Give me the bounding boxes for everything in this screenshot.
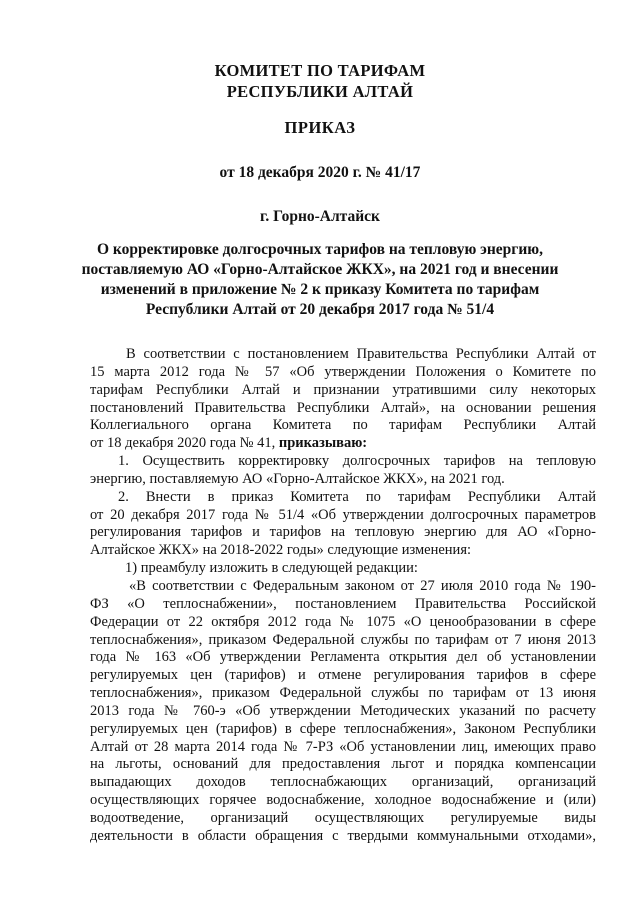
body-line: Коллегиального органа Комитета по тарифам Республики Алтай xyxy=(90,417,596,434)
body-line: на льготы, оснований для предоставления льгот и порядка компенсации xyxy=(90,756,596,773)
order-keyword: приказываю: xyxy=(278,435,368,452)
body-line: от 20 декабря 2017 года № 51/4 «Об утверждении долгосрочных параметров xyxy=(90,506,596,523)
subject-line-2: поставляемую АО «Горно-Алтайское ЖКХ», на 2021 год и внесении xyxy=(81,261,559,278)
body-line xyxy=(90,435,596,453)
body-line: 15 марта 2012 года № 57 «Об утверждении Положения о Комитете по xyxy=(90,363,596,380)
body-line: 1) преамбулу изложить в следующей редакции: xyxy=(125,560,418,577)
body-line: теплоснабжения», приказом Федеральной службы по тарифам от 13 июня xyxy=(90,685,596,702)
body-line: регулируемых цен (тарифов) и отмене регулирования тарифов в сфере xyxy=(90,667,596,684)
body-line: осуществляющих горячее водоснабжение, холодное водоснабжение и (или) xyxy=(90,792,596,809)
body-line: тарифам Республики Алтай и признании утратившими силу некоторых xyxy=(90,381,596,398)
body-line: 2013 года № 760-э «Об утверждении Методических указаний по расчету xyxy=(90,702,596,719)
body-line: регулирования тарифов и тарифов на тепловую энергию для АО «Горно- xyxy=(90,524,596,541)
organization-name-line-2: РЕСПУБЛИКИ АЛТАЙ xyxy=(226,82,414,101)
body-line: водоотведение, организаций осуществляющих регулируемые виды xyxy=(90,809,596,826)
subject-line-1: О корректировке долгосрочных тарифов на тепловую энергию, xyxy=(97,241,543,258)
body-line: Алтайское ЖКХ» на 2018-2022 годы» следующие изменения: xyxy=(90,542,472,559)
subject-line-3: изменений в приложение № 2 к приказу Комитета по тарифам xyxy=(100,281,540,298)
body-line: энергию, поставляемую АО «Горно-Алтайское ЖКХ», на 2021 год. xyxy=(90,470,505,487)
body-line: «В соответствии с Федеральным законом от 27 июля 2010 года № 190- xyxy=(129,577,596,594)
organization-name-line-1: КОМИТЕТ ПО ТАРИФАМ xyxy=(214,61,426,80)
body-line: деятельности в области обращения с твердыми коммунальными отходами», xyxy=(90,827,596,844)
body-line: выпадающих доходов теплоснабжающих организаций, организаций xyxy=(90,774,596,791)
body-line: В соответствии с постановлением Правительства Республики Алтай от xyxy=(126,346,596,362)
subject-line-4: Республики Алтай от 20 декабря 2017 года № 51/4 xyxy=(145,301,495,318)
body-line: теплоснабжения», приказом Федеральной службы по тарифам от 7 июня 2013 xyxy=(90,631,596,648)
body-line: Алтай от 28 марта 2014 года № 7-РЗ «Об установлении лиц, имеющих право xyxy=(90,738,596,755)
body-line: Федерации от 22 октября 2012 года № 1075 «О ценообразовании в сфере xyxy=(90,613,596,630)
body-line: регулируемых цен (тарифов) в сфере теплоснабжения», Законом Республики xyxy=(90,720,596,737)
body-line: 2. Внести в приказ Комитета по тарифам Республики Алтай xyxy=(118,488,596,505)
document-body xyxy=(90,346,596,846)
body-line: постановлений Правительства Республики Алтай», на основании решения xyxy=(90,399,596,416)
body-line: 1. Осуществить корректировку долгосрочных тарифов на тепловую xyxy=(118,453,596,470)
body-line: года № 163 «Об утверждении Регламента открытия дел об установлении xyxy=(90,649,596,666)
document-date-number: от 18 декабря 2020 г. № 41/17 xyxy=(219,164,421,181)
body-text: от 18 декабря 2020 года № 41, xyxy=(90,435,279,452)
document-place: г. Горно-Алтайск xyxy=(260,208,380,225)
document-type: ПРИКАЗ xyxy=(284,118,356,137)
body-line: ФЗ «О теплоснабжении», постановлением Правительства Российской xyxy=(90,595,596,612)
document-subject xyxy=(0,240,640,320)
organization-header xyxy=(0,60,640,102)
